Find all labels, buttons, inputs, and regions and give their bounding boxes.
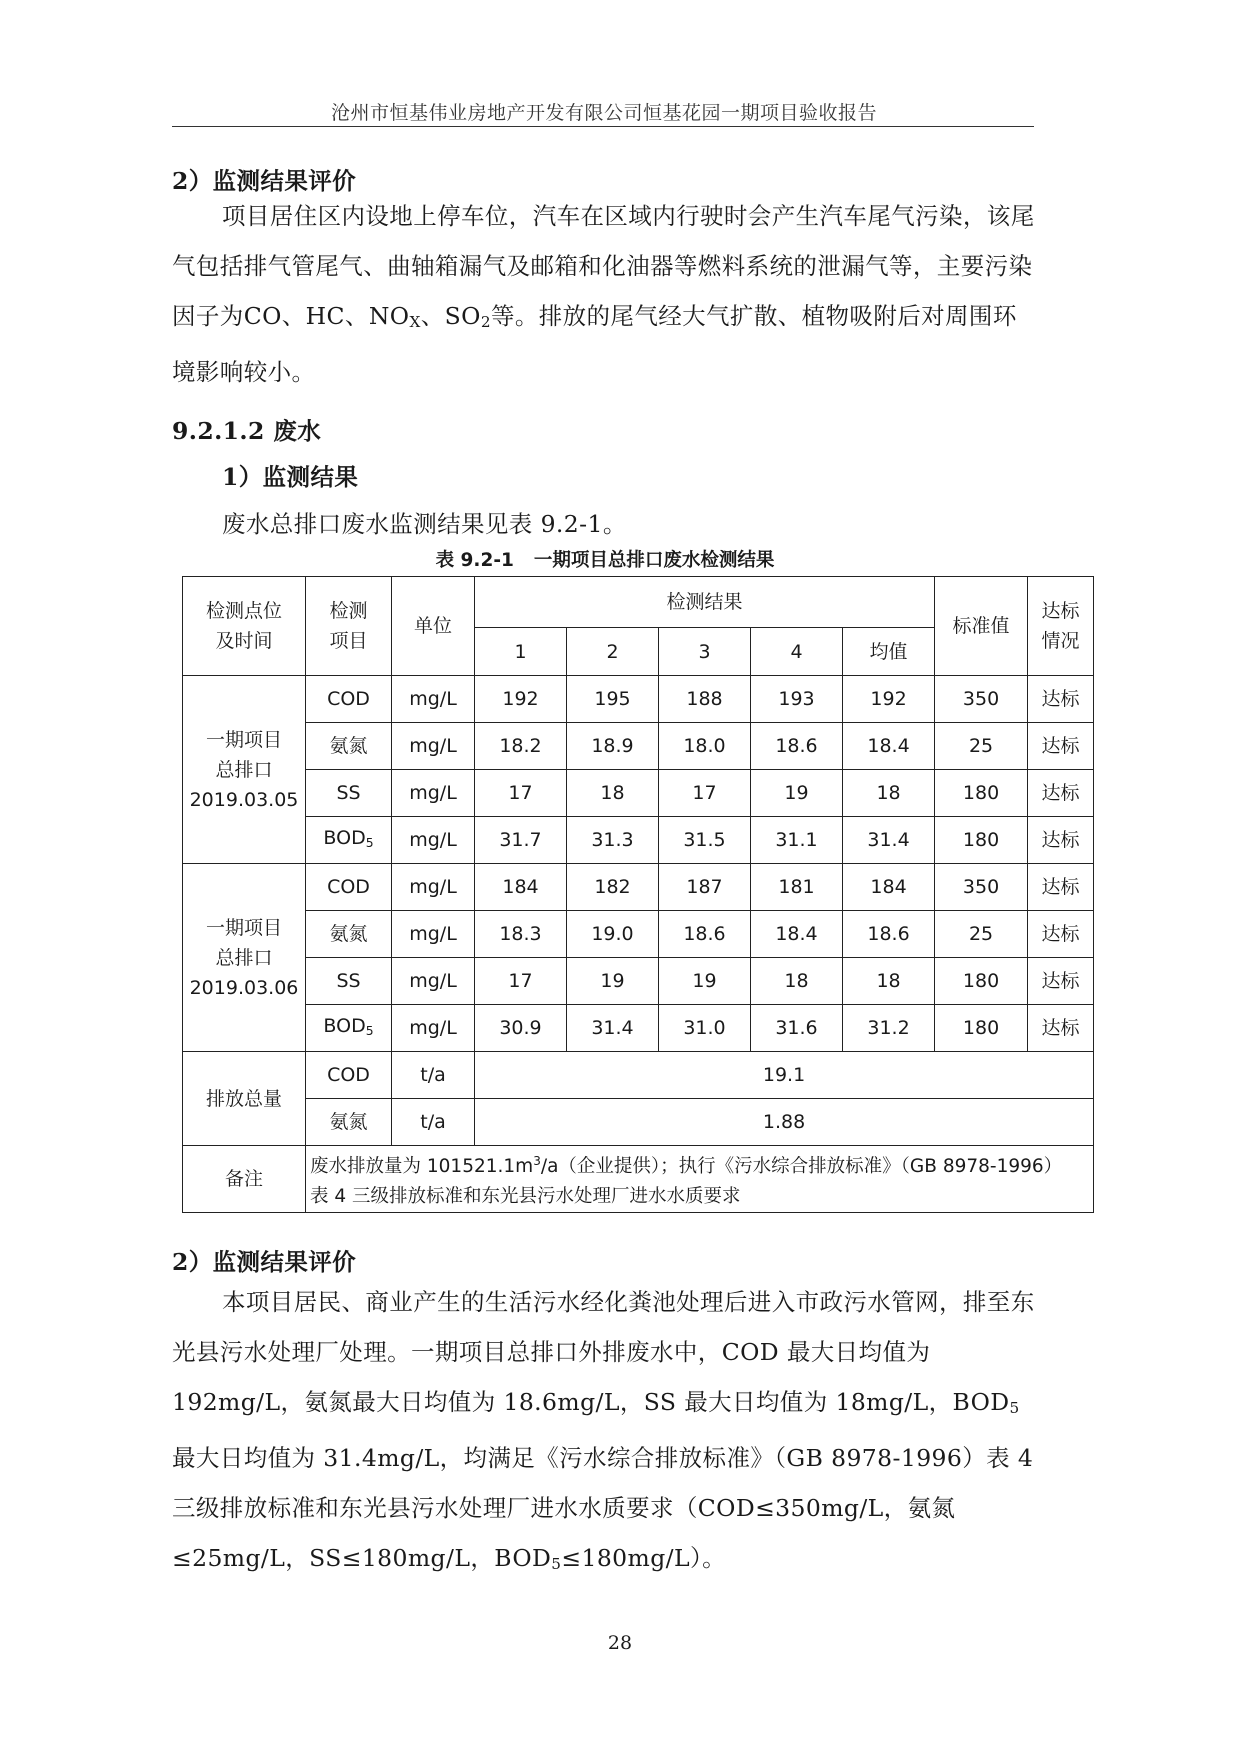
header-point: 检测点位 及时间	[183, 577, 306, 676]
cell-unit: mg/L	[392, 958, 475, 1005]
group-label-0306: 一期项目 总排口 2019.03.06	[183, 864, 306, 1052]
table-row	[183, 1099, 1094, 1146]
paragraph-wastewater-evaluation: 本项目居民、商业产生的生活污水经化粪池处理后进入市政污水管网，排至东光县污水处理厂处理。一期项目总排口外排废水中，COD 最大日均值为192mg/L，氨氮最大日均值为 18.6mg/L，SS 最大日均值为 18mg/L，$BOD_5$最大日均值为 31.4mg/L，均满足《污水综合排放标准》（GB 8978-1996）表 4 三级排放标准和东光县污水处理厂进水水质要求（COD≤350mg/L，氨氮≤25mg/L，SS≤180mg/L，$BOD_5\le 180mg/L$）。	[172, 1288, 1035, 1573]
header-sample-3: 3	[659, 628, 751, 676]
cell-status: 达标	[1028, 676, 1094, 723]
cell-standard: 25	[935, 723, 1028, 770]
cell-value: 192	[475, 676, 567, 723]
cell-value: 19	[567, 958, 659, 1005]
table-row	[183, 864, 1094, 911]
cell-value: 31.4	[567, 1005, 659, 1052]
table-row	[183, 676, 1094, 723]
cell-value: 18	[751, 958, 843, 1005]
cell-value: 182	[567, 864, 659, 911]
header-standard: 标准值	[935, 577, 1028, 676]
cell-standard: 25	[935, 911, 1028, 958]
cell-value: 187	[659, 864, 751, 911]
cell-value: 19	[659, 958, 751, 1005]
table-header-row	[183, 577, 1094, 628]
paragraph-exhaust-evaluation: 项目居住区内设地上停车位，汽车在区域内行驶时会产生汽车尾气污染，该尾气包括排气管尾气、曲轴箱漏气及邮箱和化油器等燃料系统的泄漏气等，主要污染因子为CO、HC、$NO_X$、$SO_2$等。排放的尾气经大气扩散、植物吸附后对周围环境影响较小。	[172, 202, 1035, 386]
cell-value: 31.6	[751, 1005, 843, 1052]
section-subheading-results: 1）监测结果	[222, 463, 359, 491]
cell-item: COD	[306, 1052, 392, 1099]
cell-total-value: 19.1	[475, 1052, 1094, 1099]
cell-value: 31.5	[659, 817, 751, 864]
cell-unit: t/a	[392, 1099, 475, 1146]
cell-status: 达标	[1028, 723, 1094, 770]
cell-value: 18.3	[475, 911, 567, 958]
cell-average: 18	[843, 770, 935, 817]
cell-value: 188	[659, 676, 751, 723]
table-note-row	[183, 1146, 1094, 1213]
cell-value: 19	[751, 770, 843, 817]
cell-value: 181	[751, 864, 843, 911]
cell-value: 19.0	[567, 911, 659, 958]
cell-average: 31.4	[843, 817, 935, 864]
cell-value: 18.9	[567, 723, 659, 770]
total-label: 排放总量	[183, 1052, 306, 1146]
cell-item: 氨氮	[306, 1099, 392, 1146]
cell-status: 达标	[1028, 770, 1094, 817]
table-row	[183, 817, 1094, 864]
cell-value: 18	[567, 770, 659, 817]
cell-total-value: 1.88	[475, 1099, 1094, 1146]
note-text: 废水排放量为 $101521.1m^3/a$（企业提供）；执行《污水综合排放标准》（GB 8978-1996） 表 4 三级排放标准和东光县污水处理厂进水水质要求	[306, 1146, 1094, 1213]
cell-standard: 180	[935, 817, 1028, 864]
cell-status: 达标	[1028, 958, 1094, 1005]
note-label: 备注	[183, 1146, 306, 1213]
cell-average: 192	[843, 676, 935, 723]
cell-average: 18	[843, 958, 935, 1005]
cell-item: 氨氮	[306, 723, 392, 770]
cell-value: 31.0	[659, 1005, 751, 1052]
cell-average: 18.6	[843, 911, 935, 958]
cell-status: 达标	[1028, 1005, 1094, 1052]
cell-unit: mg/L	[392, 676, 475, 723]
cell-value: 195	[567, 676, 659, 723]
cell-standard: 180	[935, 958, 1028, 1005]
table-row	[183, 911, 1094, 958]
paragraph-intro: 废水总排口废水监测结果见表 9.2-1。	[222, 510, 627, 538]
header-results: 检测结果	[475, 577, 935, 628]
cell-value: 184	[475, 864, 567, 911]
cell-average: 184	[843, 864, 935, 911]
cell-value: 18.4	[751, 911, 843, 958]
cell-status: 达标	[1028, 911, 1094, 958]
cell-value: 17	[475, 770, 567, 817]
cell-value: 17	[659, 770, 751, 817]
cell-value: 31.7	[475, 817, 567, 864]
header-average: 均值	[843, 628, 935, 676]
cell-item: $BOD_5$	[306, 817, 392, 864]
cell-unit: mg/L	[392, 1005, 475, 1052]
group-label-0305: 一期项目 总排口 2019.03.05	[183, 676, 306, 864]
report-header: 沧州市恒基伟业房地产开发有限公司恒基花园一期项目验收报告	[330, 102, 877, 124]
cell-unit: t/a	[392, 1052, 475, 1099]
header-unit: 单位	[392, 577, 475, 676]
cell-status: 达标	[1028, 817, 1094, 864]
cell-unit: mg/L	[392, 770, 475, 817]
cell-value: 193	[751, 676, 843, 723]
cell-unit: mg/L	[392, 911, 475, 958]
cell-value: 18.0	[659, 723, 751, 770]
header-item: 检测 项目	[306, 577, 392, 676]
cell-value: 31.3	[567, 817, 659, 864]
wastewater-results-table	[182, 576, 1094, 1213]
cell-standard: 180	[935, 1005, 1028, 1052]
table-row	[183, 770, 1094, 817]
cell-standard: 180	[935, 770, 1028, 817]
header-status: 达标 情况	[1028, 577, 1094, 676]
cell-value: 30.9	[475, 1005, 567, 1052]
cell-item: SS	[306, 958, 392, 1005]
cell-item: COD	[306, 864, 392, 911]
section-heading-evaluation-2: 2）监测结果评价	[172, 1248, 357, 1276]
table-caption: 表 9.2-1 一期项目总排口废水检测结果	[435, 550, 775, 571]
cell-value: 31.1	[751, 817, 843, 864]
cell-value: 18.6	[659, 911, 751, 958]
page-number: 28	[607, 1632, 633, 1654]
cell-unit: mg/L	[392, 723, 475, 770]
cell-status: 达标	[1028, 864, 1094, 911]
cell-value: 18.6	[751, 723, 843, 770]
header-sample-4: 4	[751, 628, 843, 676]
table-row	[183, 723, 1094, 770]
cell-unit: mg/L	[392, 864, 475, 911]
cell-item: 氨氮	[306, 911, 392, 958]
section-heading-evaluation-1: 2）监测结果评价	[172, 167, 357, 195]
cell-unit: mg/L	[392, 817, 475, 864]
table-row	[183, 1052, 1094, 1099]
table-row	[183, 958, 1094, 1005]
cell-average: 31.2	[843, 1005, 935, 1052]
table-row	[183, 1005, 1094, 1052]
cell-item: $BOD_5$	[306, 1005, 392, 1052]
header-rule	[172, 126, 1034, 127]
cell-standard: 350	[935, 676, 1028, 723]
cell-value: 17	[475, 958, 567, 1005]
header-sample-1: 1	[475, 628, 567, 676]
cell-value: 18.2	[475, 723, 567, 770]
header-sample-2: 2	[567, 628, 659, 676]
cell-item: COD	[306, 676, 392, 723]
cell-average: 18.4	[843, 723, 935, 770]
cell-standard: 350	[935, 864, 1028, 911]
cell-item: SS	[306, 770, 392, 817]
section-heading-wastewater: 9.2.1.2 废水	[172, 417, 322, 445]
